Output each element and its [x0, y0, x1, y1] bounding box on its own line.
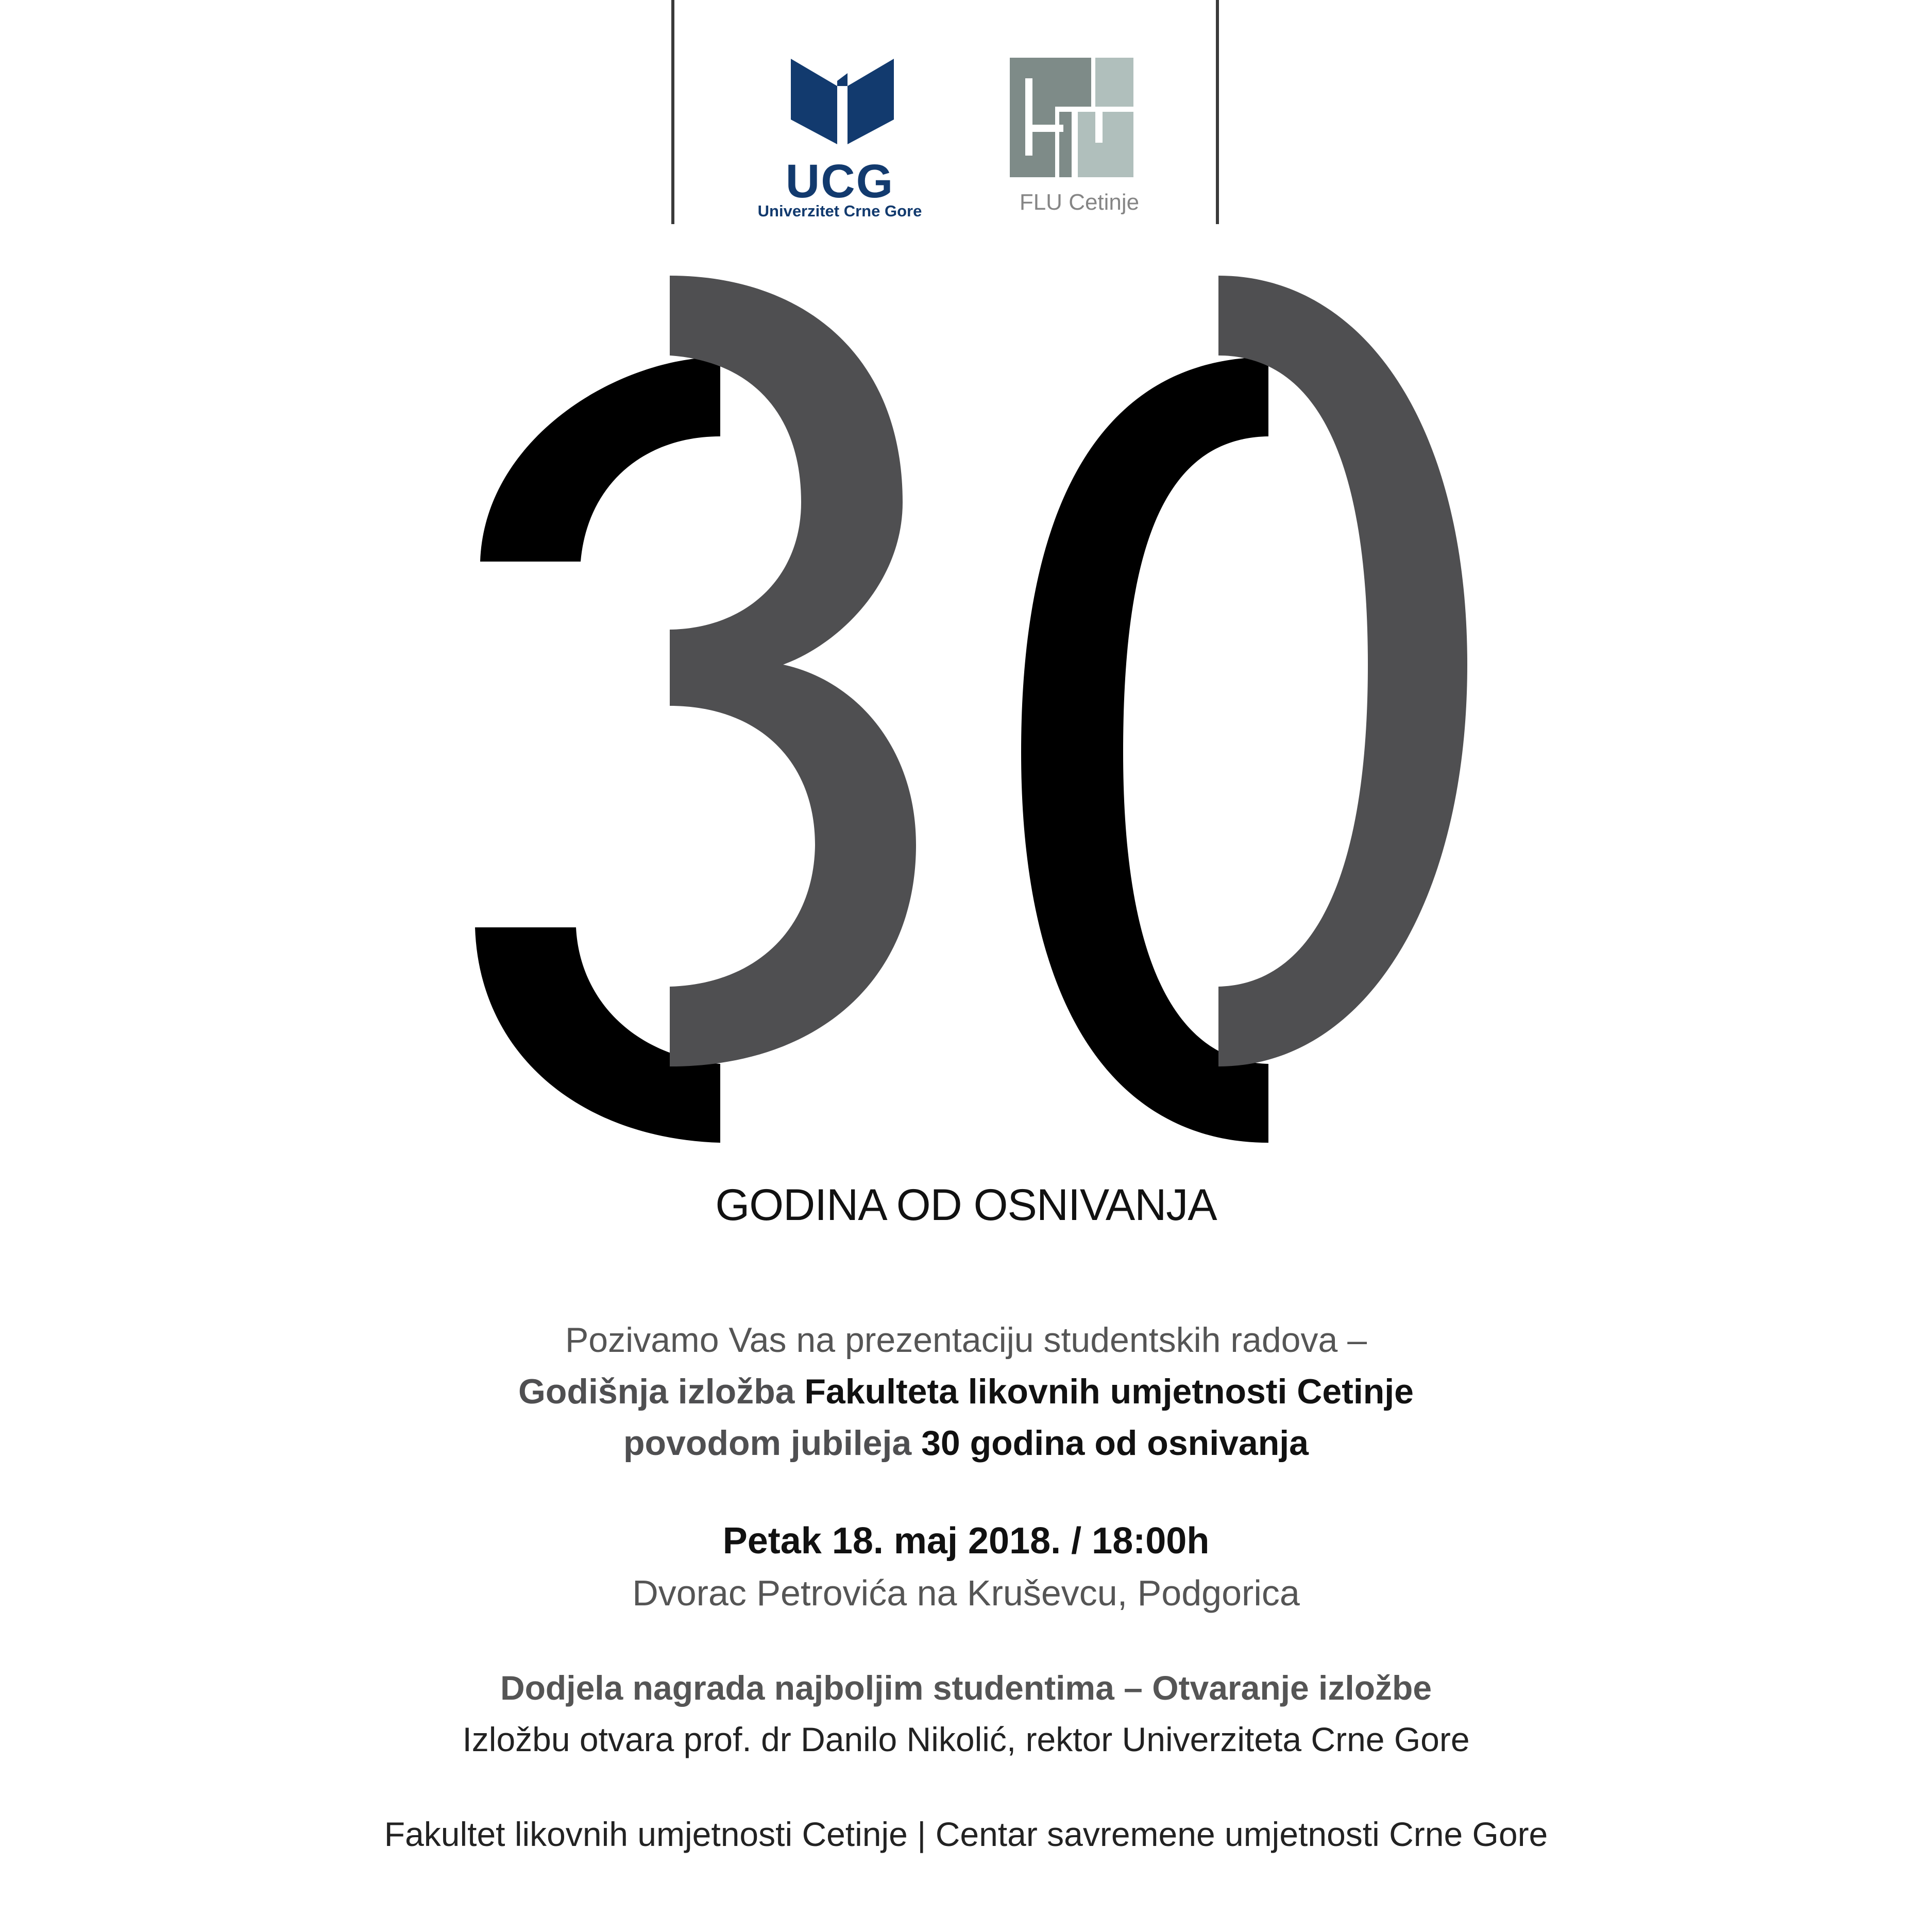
exhibition-line: [0, 1371, 1932, 1412]
jubilee-label: povodom jubileja: [623, 1423, 922, 1463]
event-datetime: Petak 18. maj 2018. / 18:00h: [722, 1520, 1210, 1562]
program-title: Dodjela nagrada najboljim studentima – Otvaranje izložbe: [500, 1669, 1432, 1707]
ucg-abbr: UCG: [785, 155, 894, 208]
three-left-upper-arc: [480, 357, 720, 562]
footer-separator: |: [917, 1815, 926, 1853]
flu-abbr: FLU: [1019, 190, 1062, 215]
footer-organizers: [0, 1815, 1932, 1854]
footer-left: Fakultet likovnih umjetnosti Cetinje: [384, 1815, 908, 1853]
opening-note: Izložbu otvara prof. dr Danilo Nikolić, rektor Univerziteta Crne Gore: [462, 1720, 1470, 1758]
jubilee-text: 30 godina od osnivanja: [921, 1423, 1309, 1463]
flu-city: Cetinje: [1069, 190, 1140, 215]
faculty-name: Fakulteta likovnih umjetnosti Cetinje: [804, 1372, 1414, 1411]
footer-right: Centar savremene umjetnosti Crne Gore: [935, 1815, 1548, 1853]
jubilee-line: [0, 1423, 1932, 1463]
ucg-name: Univerzitet Crne Gore: [757, 202, 922, 220]
exhibition-label: Godišnja izložba: [518, 1372, 805, 1411]
event-venue: Dvorac Petrovića na Kruševcu, Podgorica: [632, 1573, 1300, 1613]
years-subtitle: GODINA OD OSNIVANJA: [715, 1180, 1217, 1230]
invitation-line: Pozivamo Vas na prezentaciju studentskih radova –: [565, 1320, 1367, 1360]
